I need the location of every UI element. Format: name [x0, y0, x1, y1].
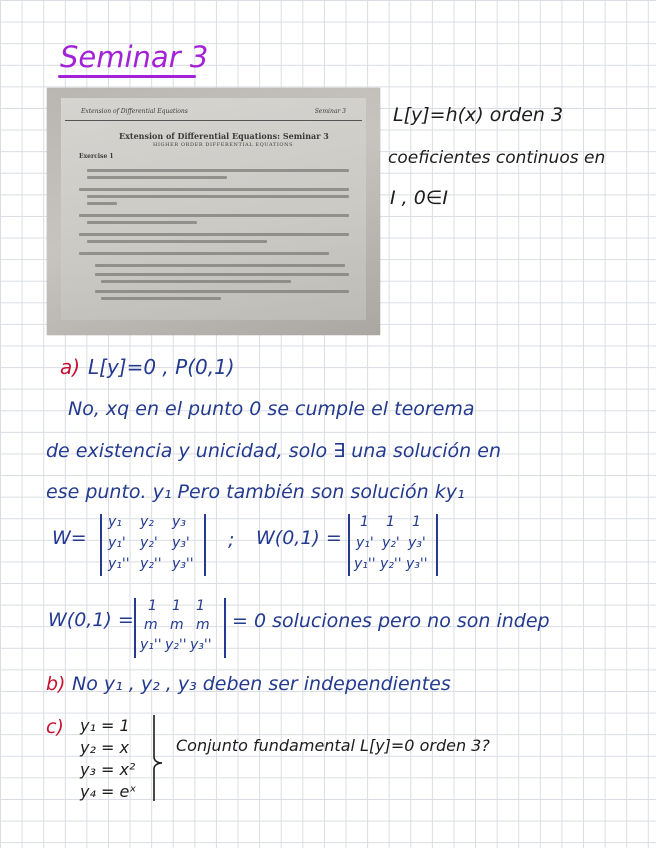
matrix-bar-left [100, 514, 102, 576]
w01b-cell: y₃'' [190, 637, 212, 653]
sheet-exercise-label: Exercise 1 [79, 153, 114, 160]
w01b-cell: m [170, 617, 184, 633]
sheet-text-line [79, 233, 349, 236]
wronskian-at-point-label: W(0,1) = [256, 527, 342, 549]
w01b-cell: y₁'' [140, 637, 162, 653]
w01-cell: y₂' [382, 535, 400, 551]
function-item: y₄ = eˣ [80, 782, 137, 801]
exercise-sheet [61, 98, 366, 320]
w-cell: y₃ [172, 514, 186, 530]
w01-cell: y₂'' [380, 556, 402, 572]
matrix-bar-right [224, 598, 226, 658]
w-cell: y₁' [108, 535, 126, 551]
w-cell: y₃' [172, 535, 190, 551]
matrix-bar-left [348, 514, 350, 576]
part-b-label: b) [46, 673, 66, 695]
w01b-cell: 1 [148, 598, 157, 614]
title-underline [58, 75, 196, 78]
matrix-bar-left [134, 598, 136, 658]
side-note-interval: I , 0∈I [390, 187, 448, 209]
sheet-text-line [79, 252, 329, 255]
w-cell: y₁'' [108, 556, 130, 572]
w01b-cell: 1 [196, 598, 205, 614]
sheet-text-line [79, 214, 349, 217]
part-c-question: Conjunto fundamental L[y]=0 orden 3? [176, 736, 490, 755]
w01-cell: 1 [386, 514, 395, 530]
part-b-answer: No y₁ , y₂ , y₃ deben ser independientes [72, 673, 451, 695]
w01-cell: y₃' [408, 535, 426, 551]
w01b-cell: 1 [172, 598, 181, 614]
exercise-photo [47, 88, 380, 335]
sheet-header-rule [65, 120, 362, 121]
sheet-text-line [79, 188, 349, 191]
function-item: y₃ = x² [80, 760, 136, 779]
sheet-text-line [87, 221, 197, 224]
part-a-answer-line1: No, xq en el punto 0 se cumple el teorema [68, 398, 475, 420]
sheet-header-left: Extension of Differential Equations [81, 108, 188, 115]
side-note-coefficients: coeficientes continuos en [388, 148, 606, 168]
sheet-text-line [101, 280, 291, 283]
sheet-text-line [87, 195, 349, 198]
sheet-text-line [87, 202, 117, 205]
w01-cell: y₁'' [354, 556, 376, 572]
part-a-answer-line2: de existencia y unicidad, solo ∃ una solución en [46, 440, 501, 462]
w01-cell: y₁' [356, 535, 374, 551]
part-a-statement: L[y]=0 , P(0,1) [88, 355, 235, 379]
w-cell: y₂' [140, 535, 158, 551]
function-item: y₁ = 1 [80, 716, 130, 735]
separator: ; [228, 529, 235, 551]
sheet-text-line [87, 240, 267, 243]
matrix-bar-right [436, 514, 438, 576]
sheet-header-right: Seminar 3 [314, 108, 346, 115]
brace-icon [148, 713, 172, 803]
sheet-text-line [87, 176, 227, 179]
side-note-operator: L[y]=h(x) orden 3 [393, 104, 564, 126]
w-cell: y₂ [140, 514, 154, 530]
w01b-cell: m [144, 617, 158, 633]
wronskian-evaluated-label: W(0,1) = [48, 609, 134, 631]
sheet-text-line [95, 290, 349, 293]
page-title: Seminar 3 [60, 40, 209, 74]
sheet-heading: Extension of Differential Equations: Seminar 3 [119, 131, 329, 141]
w-cell: y₁ [108, 514, 122, 530]
sheet-subheading: HIGHER ORDER DIFFERENTIAL EQUATIONS [153, 142, 294, 148]
sheet-text-line [101, 297, 221, 300]
function-item: y₂ = x [80, 738, 129, 757]
sheet-text-line [95, 273, 349, 276]
part-a-label: a) [60, 355, 81, 379]
wronskian-result: = 0 soluciones pero no son indep [232, 610, 550, 632]
w-cell: y₂'' [140, 556, 162, 572]
w01-cell: 1 [412, 514, 421, 530]
w01b-cell: y₂'' [165, 637, 187, 653]
sheet-text-line [87, 169, 349, 172]
w01b-cell: m [196, 617, 210, 633]
w01-cell: 1 [360, 514, 369, 530]
part-a-answer-line3: ese punto. y₁ Pero también son solución ky₁ [46, 481, 465, 503]
w-cell: y₃'' [172, 556, 194, 572]
matrix-bar-right [204, 514, 206, 576]
part-c-label: c) [46, 716, 64, 738]
wronskian-label: W= [52, 527, 87, 549]
sheet-text-line [95, 264, 345, 267]
w01-cell: y₃'' [406, 556, 428, 572]
